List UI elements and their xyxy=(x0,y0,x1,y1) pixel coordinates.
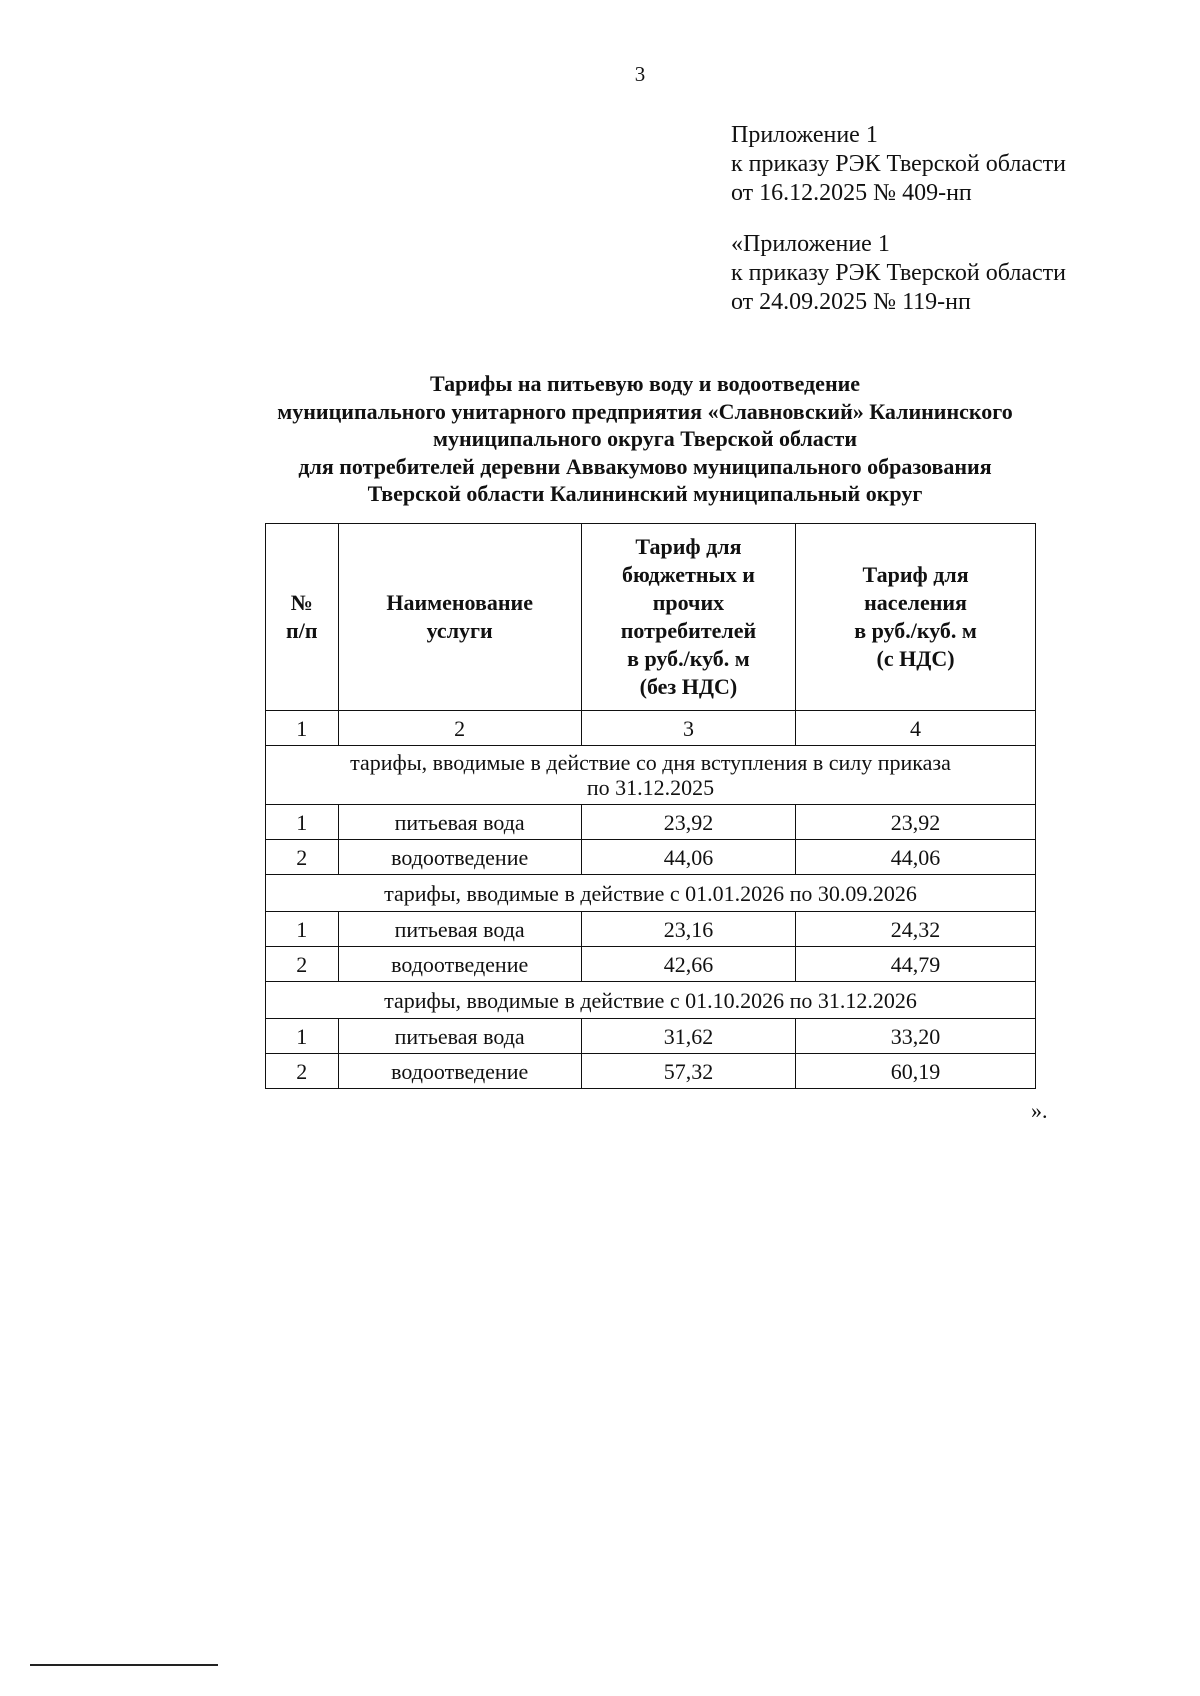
budget-tariff: 31,62 xyxy=(581,1019,795,1054)
budget-tariff: 57,32 xyxy=(581,1054,795,1089)
population-tariff: 60,19 xyxy=(796,1054,1036,1089)
appendix-reference-current xyxy=(731,121,1171,208)
service-name: питьевая вода xyxy=(338,912,581,947)
table-row xyxy=(266,912,1036,947)
document-title xyxy=(0,370,1200,508)
table-header-row xyxy=(266,524,1036,711)
row-number: 2 xyxy=(266,840,339,875)
service-name: водоотведение xyxy=(338,947,581,982)
period-label: тарифы, вводимые в действие с 01.01.2026 по 30.09.2026 xyxy=(266,875,1036,912)
title-line: для потребителей деревни Аввакумово муниципального образования xyxy=(298,453,992,479)
table-row xyxy=(266,805,1036,840)
budget-tariff: 23,16 xyxy=(581,912,795,947)
column-number: 4 xyxy=(796,711,1036,746)
table-row xyxy=(266,1019,1036,1054)
title-line: муниципального унитарного предприятия «Славновский» Калининского xyxy=(277,398,1013,424)
header-number: № п/п xyxy=(266,524,339,711)
row-number: 1 xyxy=(266,1019,339,1054)
budget-tariff: 23,92 xyxy=(581,805,795,840)
appendix-order-date: от 24.09.2025 № 119-нп xyxy=(731,289,971,315)
header-service-name: Наименование услуги xyxy=(338,524,581,711)
appendix-order-ref: к приказу РЭК Тверской области xyxy=(731,260,1066,286)
row-number: 2 xyxy=(266,1054,339,1089)
column-number: 1 xyxy=(266,711,339,746)
column-number-row xyxy=(266,711,1036,746)
appendix-reference-previous xyxy=(731,230,1171,317)
service-name: водоотведение xyxy=(338,1054,581,1089)
table-row xyxy=(266,840,1036,875)
appendix-order-date: от 16.12.2025 № 409-нп xyxy=(731,180,972,206)
title-line: Тверской области Калининский муниципальный округ xyxy=(367,481,923,506)
period-row xyxy=(266,746,1036,805)
header-budget-tariff: Тариф для бюджетных и прочих потребителей в руб./куб. м (без НДС) xyxy=(581,524,795,711)
period-label: тарифы, вводимые в действие со дня вступления в силу приказа по 31.12.2025 xyxy=(266,746,1036,805)
tariff-table xyxy=(265,523,1036,1089)
row-number: 1 xyxy=(266,805,339,840)
table-row xyxy=(266,1054,1036,1089)
service-name: питьевая вода xyxy=(338,805,581,840)
service-name: питьевая вода xyxy=(338,1019,581,1054)
population-tariff: 33,20 xyxy=(796,1019,1036,1054)
population-tariff: 24,32 xyxy=(796,912,1036,947)
budget-tariff: 44,06 xyxy=(581,840,795,875)
footer-divider xyxy=(30,1664,218,1666)
closing-quote: ». xyxy=(1031,1098,1048,1123)
appendix-title: Приложение 1 xyxy=(731,122,878,148)
period-row xyxy=(266,875,1036,912)
population-tariff: 23,92 xyxy=(796,805,1036,840)
column-number: 2 xyxy=(338,711,581,746)
population-tariff: 44,79 xyxy=(796,947,1036,982)
page-number: 3 xyxy=(634,62,646,86)
title-line: муниципального округа Тверской области xyxy=(432,426,858,451)
budget-tariff: 42,66 xyxy=(581,947,795,982)
population-tariff: 44,06 xyxy=(796,840,1036,875)
appendix-order-ref: к приказу РЭК Тверской области xyxy=(731,151,1066,177)
row-number: 1 xyxy=(266,912,339,947)
appendix-title: «Приложение 1 xyxy=(731,231,890,257)
period-label: тарифы, вводимые в действие с 01.10.2026 по 31.12.2026 xyxy=(266,982,1036,1019)
period-row xyxy=(266,982,1036,1019)
column-number: 3 xyxy=(581,711,795,746)
header-population-tariff: Тариф для населения в руб./куб. м (с НДС) xyxy=(796,524,1036,711)
row-number: 2 xyxy=(266,947,339,982)
service-name: водоотведение xyxy=(338,840,581,875)
title-line: Тарифы на питьевую воду и водоотведение xyxy=(429,371,861,396)
table-row xyxy=(266,947,1036,982)
